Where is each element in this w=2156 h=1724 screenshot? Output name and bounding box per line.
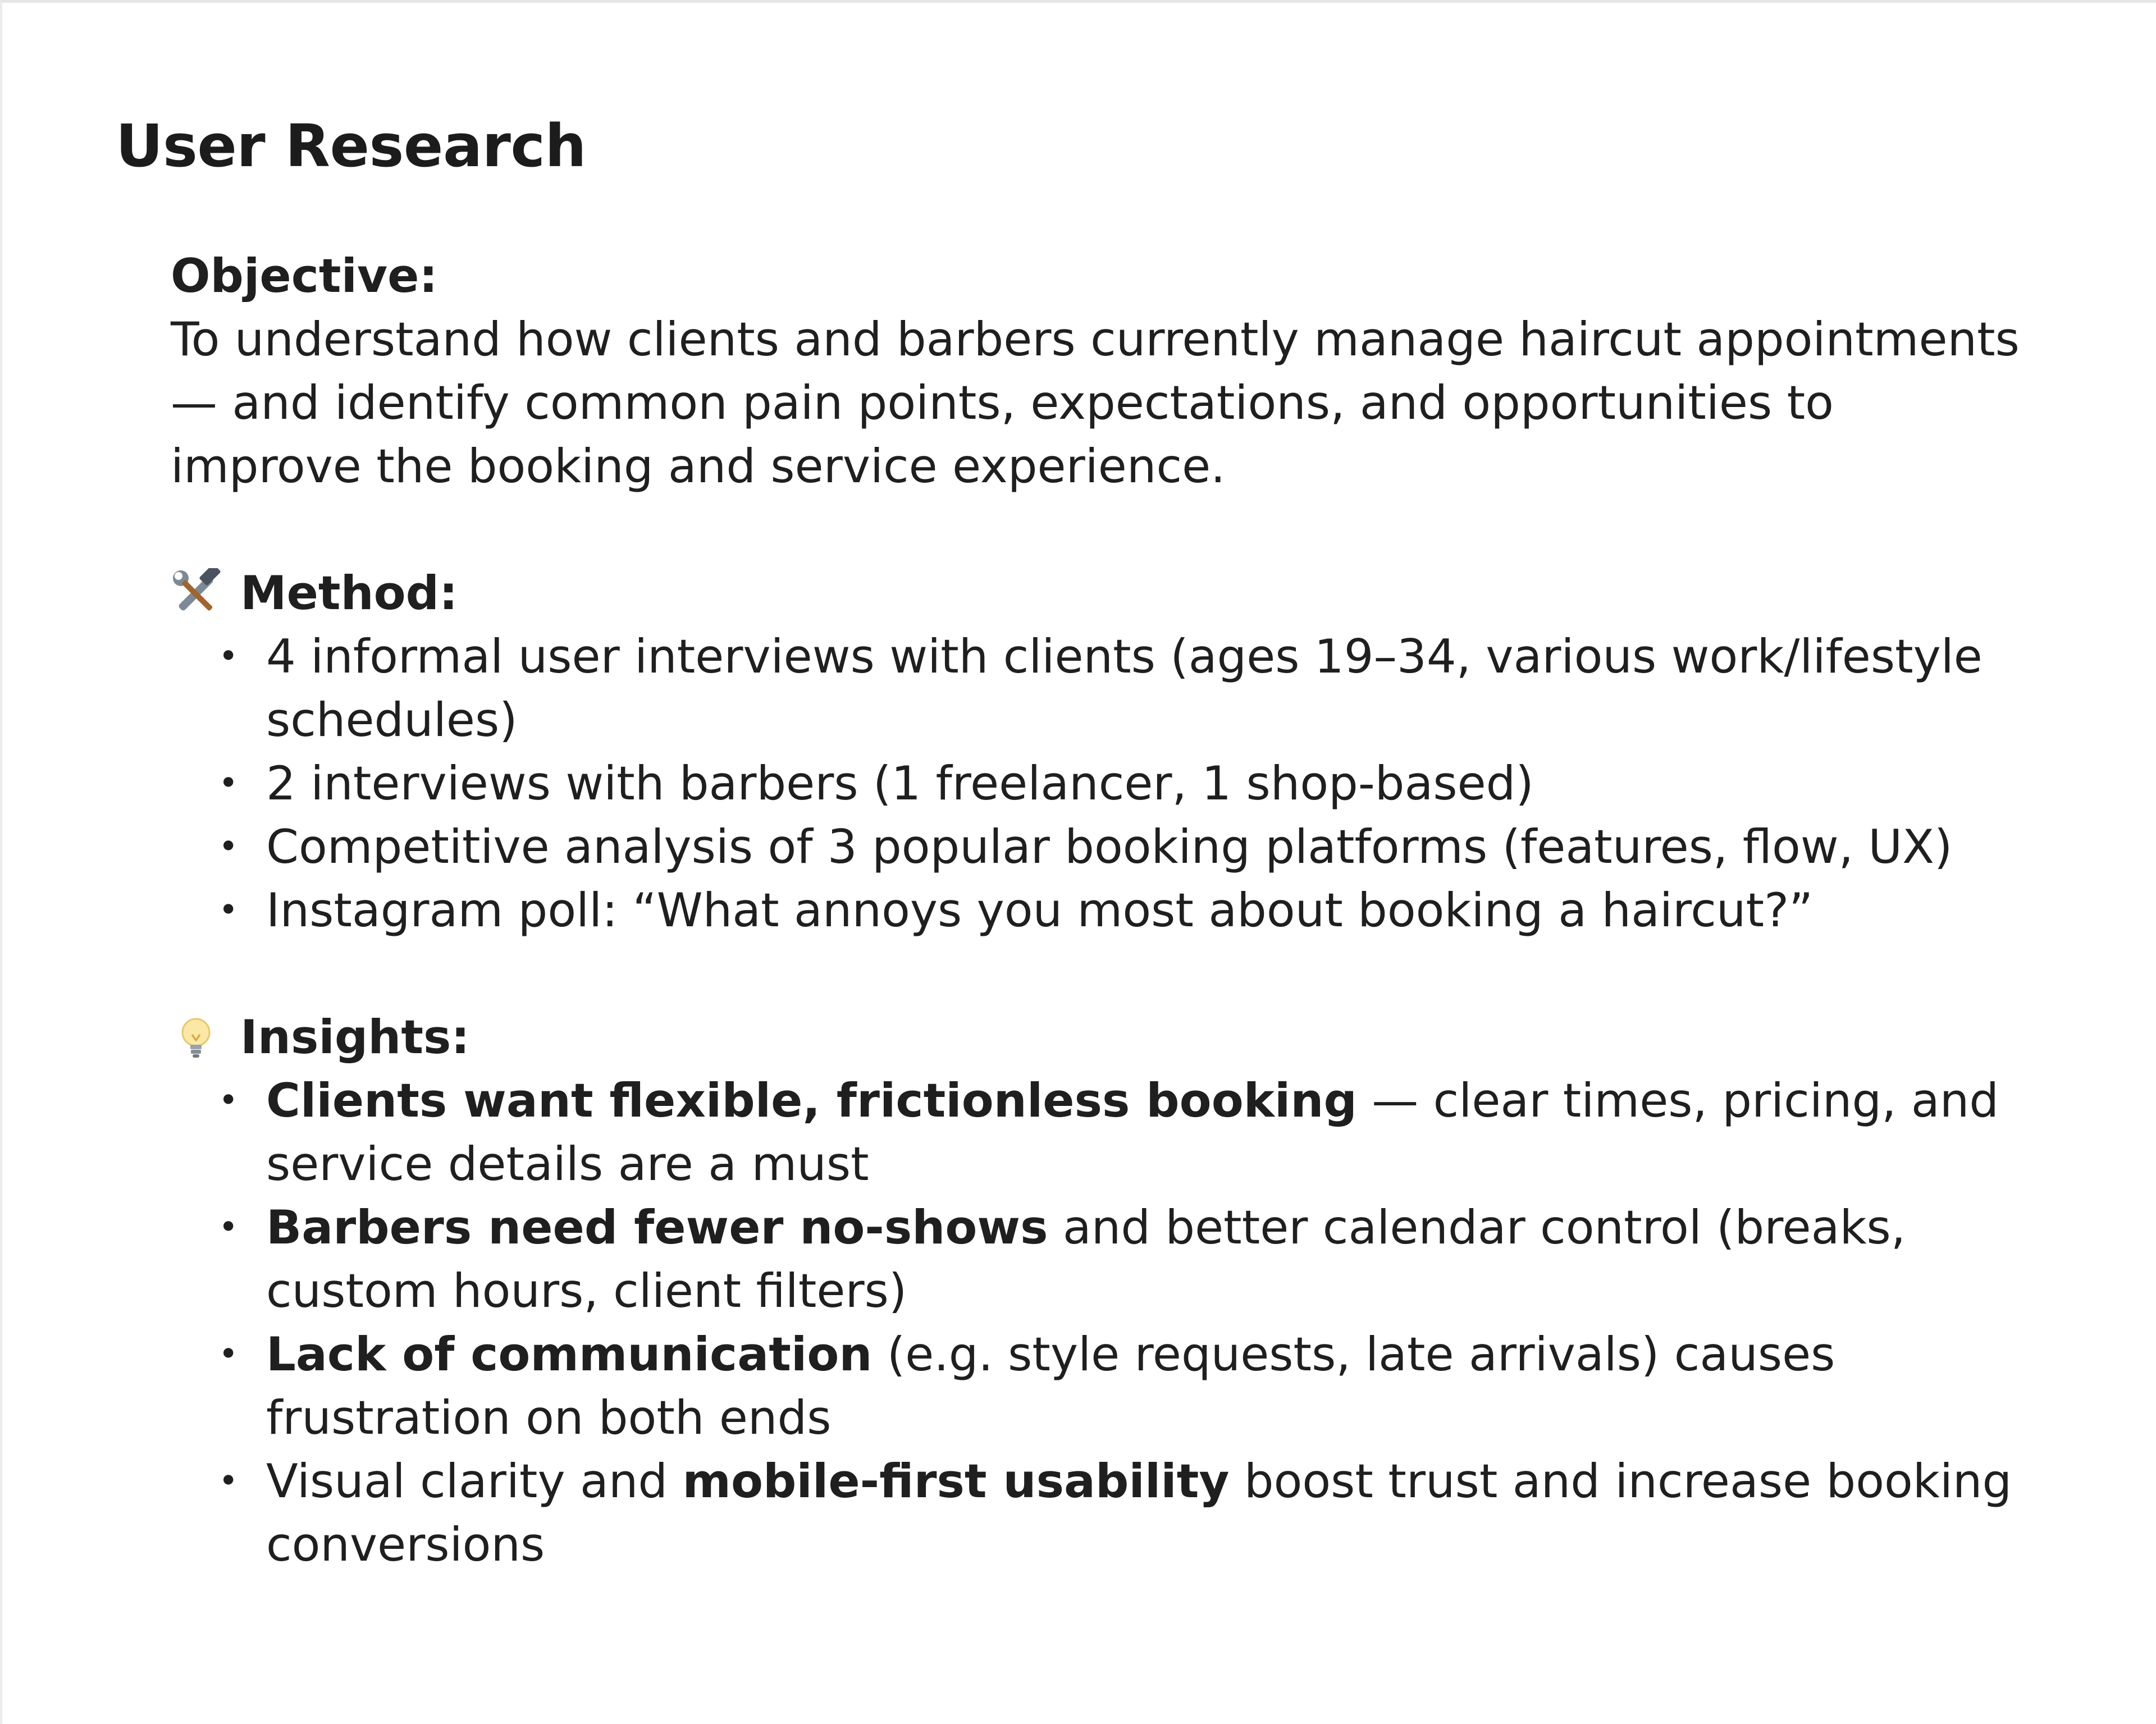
spacer (171, 498, 2023, 561)
list-item (171, 752, 2023, 815)
list-item (171, 1196, 2023, 1323)
bullet: • (218, 1461, 239, 1501)
list-item (171, 879, 2023, 942)
list-item-emphasis: mobile-first usability (682, 1454, 1230, 1508)
list-item-post: (e.g. style requests, late arrivals) causes frustration on both ends (266, 1327, 1835, 1445)
bullet: • (218, 763, 239, 803)
list-item-text: Instagram poll: “What annoys you most about booking a haircut?” (266, 883, 1814, 938)
document-body (171, 244, 2023, 1576)
bullet: • (218, 637, 239, 676)
bullet: • (218, 1081, 239, 1120)
list-item-text: 2 interviews with barbers (1 freelancer, 1 shop-based) (266, 756, 1534, 811)
hammer-and-wrench-icon (171, 568, 221, 619)
bullet: • (218, 1208, 239, 1247)
method-label: Method: (240, 566, 458, 620)
list-item (171, 1449, 2023, 1576)
list-item-emphasis: Barbers need fewer no-shows (266, 1200, 1048, 1255)
list-item-pre: Visual clarity and (266, 1454, 683, 1508)
list-item (171, 1069, 2023, 1196)
insights-heading (171, 1005, 2023, 1069)
list-item (171, 625, 2023, 752)
insights-label: Insights: (240, 1010, 470, 1064)
light-bulb-icon (171, 1012, 221, 1063)
insights-list (171, 1069, 2023, 1576)
bullet: • (218, 827, 239, 866)
objective-text: To understand how clients and barbers currently manage haircut appointments — and identify common pain points, expectations, and opportunities to improve the booking and service experience. (171, 312, 2020, 493)
objective-label: Objective: (171, 249, 438, 303)
bullet: • (218, 890, 239, 930)
list-item (171, 1323, 2023, 1449)
list-item (171, 815, 2023, 879)
list-item-text: 4 informal user interviews with clients (ages 19–34, various work/lifestyle schedules) (266, 629, 1983, 747)
method-list (171, 625, 2023, 942)
list-item-post: and better calendar control (breaks, custom hours, client filters) (266, 1200, 1906, 1318)
list-item-text: Competitive analysis of 3 popular booking platforms (features, flow, UX) (266, 820, 1953, 874)
page-title: User Research (116, 112, 587, 180)
list-item-post: boost trust and increase booking conversions (266, 1454, 2012, 1572)
spacer (171, 942, 2023, 1005)
list-item-post: — clear times, pricing, and service details are a must (266, 1073, 1999, 1191)
list-item-emphasis: Clients want flexible, frictionless booking (266, 1073, 1357, 1128)
list-item-emphasis: Lack of communication (266, 1327, 873, 1382)
method-heading (171, 561, 2023, 625)
bullet: • (218, 1334, 239, 1374)
